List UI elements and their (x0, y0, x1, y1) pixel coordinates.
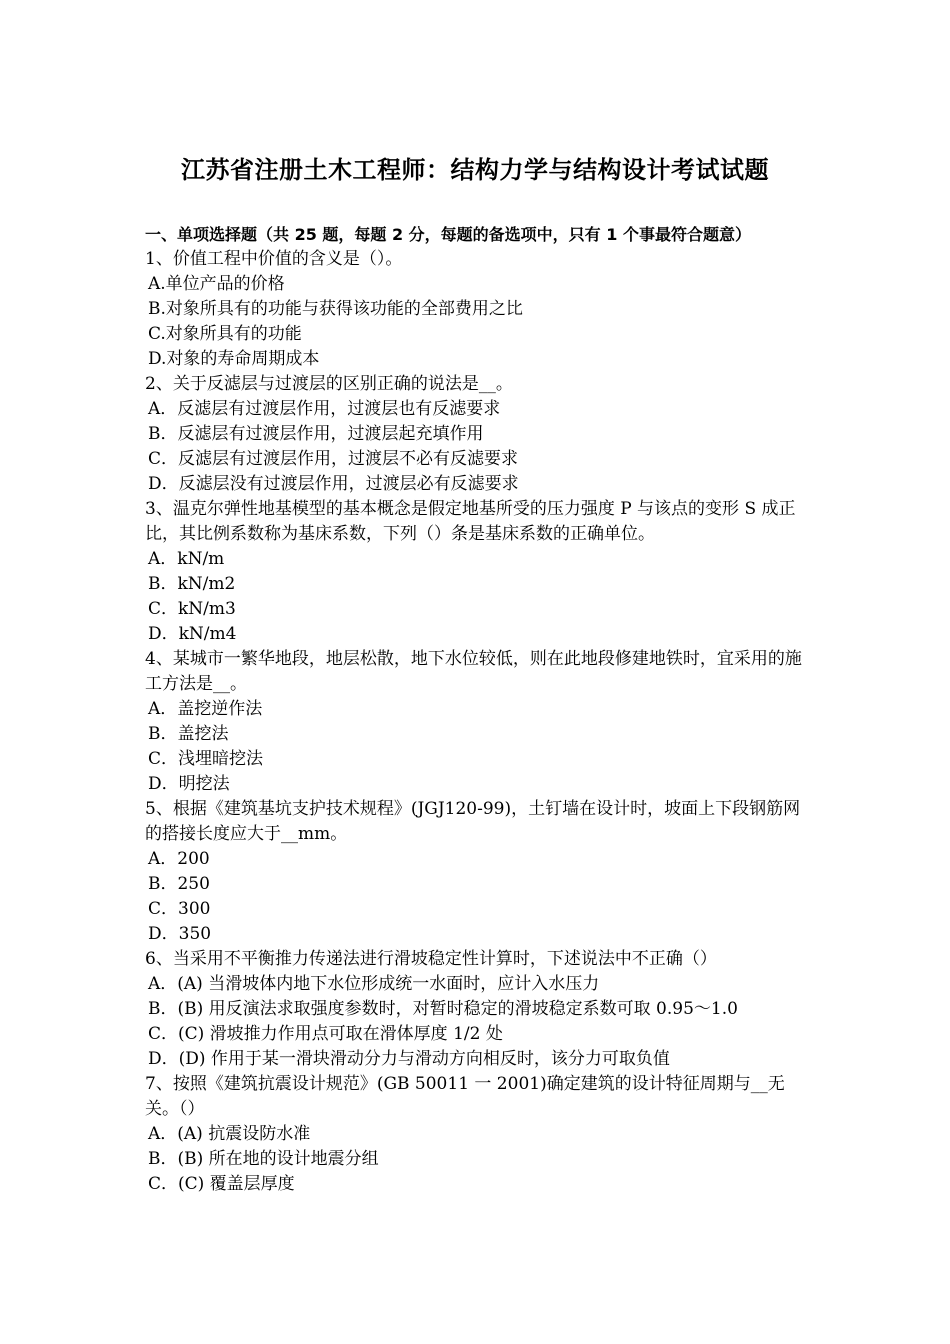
option-b: B．(B) 所在地的设计地震分组 (148, 1149, 379, 1169)
option-b: B.对象所具有的功能与获得该功能的全部费用之比 (148, 299, 523, 319)
option-c: C.对象所具有的功能 (148, 324, 302, 344)
question-block (145, 647, 811, 797)
option-b: B．250 (148, 874, 210, 894)
document-body (145, 222, 811, 1197)
option-c: C．反滤层有过渡层作用，过渡层不必有反滤要求 (148, 449, 519, 469)
option-d: D.对象的寿命周期成本 (148, 349, 320, 369)
option-a: A．kN/m (148, 549, 225, 569)
option-b: B．(B) 用反演法求取强度参数时，对暂时稳定的滑坡稳定系数可取 0.95～1.0 (148, 999, 738, 1019)
question-text: 2、关于反滤层与过渡层的区别正确的说法是__。 (145, 374, 513, 394)
option-d: D．明挖法 (148, 774, 230, 794)
option-b: B．kN/m2 (148, 574, 236, 594)
page-title: 江苏省注册土木工程师：结构力学与结构设计考试试题 (181, 156, 769, 184)
question-text: 6、当采用不平衡推力传递法进行滑坡稳定性计算时，下述说法中不正确（） (145, 949, 717, 969)
option-c: C．浅埋暗挖法 (148, 749, 264, 769)
option-d: D．350 (148, 924, 212, 944)
question-block (145, 947, 811, 1072)
option-a: A．(A) 当滑坡体内地下水位形成统一水面时，应计入水压力 (148, 974, 600, 994)
question-text: 5、根据《建筑基坑支护技术规程》(JGJ120-99)，土钉墙在设计时，坡面上下段钢筋网的搭接长度应大于__mm。 (145, 799, 801, 844)
option-c: C．kN/m3 (148, 599, 236, 619)
question-block (145, 372, 811, 497)
question-text: 1、价值工程中价值的含义是（）。 (145, 249, 403, 269)
option-d: D．kN/m4 (148, 624, 237, 644)
option-d: D．(D) 作用于某一滑块滑动分力与滑动方向相反时，该分力可取负值 (148, 1049, 670, 1069)
option-c: C．300 (148, 899, 211, 919)
option-b: B．反滤层有过渡层作用，过渡层起充填作用 (148, 424, 484, 444)
option-a: A.单位产品的价格 (148, 274, 285, 294)
question-block (145, 1072, 811, 1197)
question-text: 7、按照《建筑抗震设计规范》(GB 50011 一 2001)确定建筑的设计特征周期与__无关。（） (145, 1074, 785, 1119)
question-text: 4、某城市一繁华地段，地层松散，地下水位较低，则在此地段修建地铁时，宜采用的施工方法是__。 (145, 649, 802, 694)
option-c: C．(C) 覆盖层厚度 (148, 1174, 295, 1194)
option-a: A．反滤层有过渡层作用，过渡层也有反滤要求 (148, 399, 501, 419)
question-block (145, 797, 811, 947)
option-a: A．(A) 抗震设防水准 (148, 1124, 311, 1144)
question-text: 3、温克尔弹性地基模型的基本概念是假定地基所受的压力强度 P 与该点的变形 S 成正比，其比例系数称为基床系数，下列（）条是基床系数的正确单位。 (145, 499, 796, 544)
question-block (145, 247, 811, 372)
question-block (145, 497, 811, 647)
section-heading: 一、单项选择题（共 25 题，每题 2 分，每题的备选项中，只有 1 个事最符合题意） (145, 225, 751, 244)
option-a: A．盖挖逆作法 (148, 699, 263, 719)
option-d: D．反滤层没有过渡层作用，过渡层必有反滤要求 (148, 474, 519, 494)
option-b: B．盖挖法 (148, 724, 229, 744)
option-a: A．200 (148, 849, 210, 869)
option-c: C．(C) 滑坡推力作用点可取在滑体厚度 1/2 处 (148, 1024, 503, 1044)
